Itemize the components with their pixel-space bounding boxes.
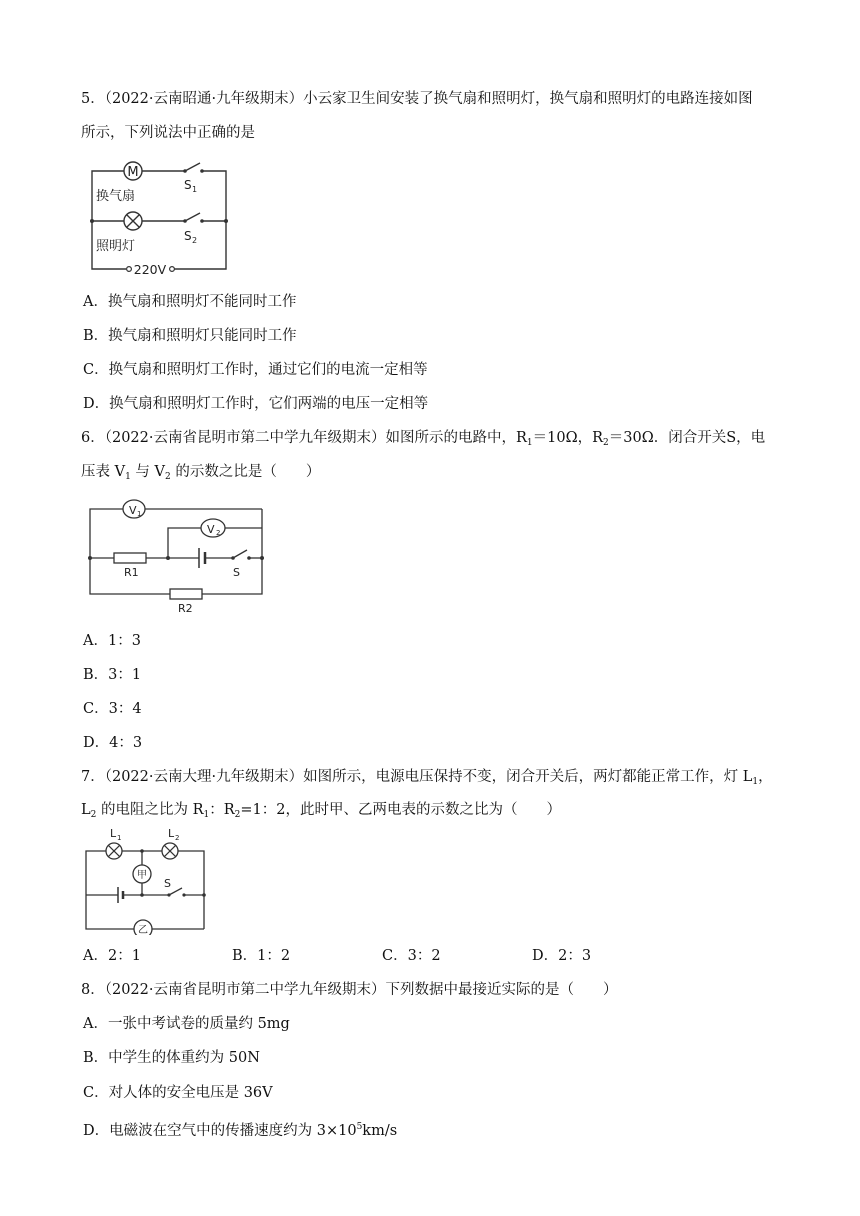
supply-voltage-label: 220V — [133, 262, 167, 277]
q8-option-a: A．一张中考试卷的质量约 5mg — [83, 1016, 290, 1032]
q7-option-d: D．2：3 — [532, 948, 592, 964]
svg-text:S: S — [184, 229, 192, 243]
svg-text:S: S — [184, 178, 192, 192]
r1-label: R1 — [124, 566, 139, 579]
q6-option-c: C．3：4 — [83, 701, 142, 717]
q7-stem-line2: $L_2$ 的电阻之比为 $R_1$：$R_2=1$：2，此时甲、乙两电表的示数之比为（ ） — [81, 802, 562, 820]
q7-stem-line1: 7．（2022·云南大理·九年级期末）如图所示，电源电压保持不变，闭合开关后，两灯都能正常工作，灯 $L_1$， — [81, 769, 773, 787]
q7-circuit-figure — [82, 823, 212, 935]
q5-option-a: A．换气扇和照明灯不能同时工作 — [83, 294, 297, 310]
q5-stem-line1: 5．（2022·云南昭通·九年级期末）小云家卫生间安装了换气扇和照明灯，换气扇和照明灯的电路连接如图 — [81, 91, 753, 107]
svg-text:1: 1 — [137, 510, 142, 518]
q5-option-d: D．换气扇和照明灯工作时，它们两端的电压一定相等 — [83, 396, 429, 412]
lamp-l1 — [106, 843, 122, 859]
q7-option-a: A．2：1 — [83, 948, 141, 964]
svg-text:2: 2 — [175, 834, 180, 842]
voltmeter-v1 — [123, 500, 145, 518]
l1-label: L — [110, 827, 117, 840]
switch-s1 — [183, 163, 204, 194]
svg-text:V: V — [129, 504, 137, 517]
q6-option-a: A．1：3 — [83, 633, 141, 649]
switch-s2 — [183, 213, 204, 245]
lamp-symbol — [124, 212, 142, 230]
q5-option-c: C．换气扇和照明灯工作时，通过它们的电流一定相等 — [83, 362, 428, 378]
lamp-label: 照明灯 — [96, 239, 136, 254]
r2-label: R2 — [178, 602, 193, 615]
q5-option-b: B．换气扇和照明灯只能同时工作 — [83, 328, 297, 344]
motor-symbol — [124, 162, 142, 180]
q6-stem-line2: 压表 $V_1$ 与 $V_2$ 的示数之比是（ ） — [81, 464, 321, 482]
q5-stem-line2: 所示，下列说法中正确的是 — [81, 125, 255, 141]
q6-option-d: D．4：3 — [83, 735, 143, 751]
meter-b — [134, 920, 152, 935]
q7-options-row — [83, 946, 591, 966]
voltmeter-v2 — [201, 519, 225, 537]
svg-text:V: V — [207, 523, 215, 536]
q7-option-b: B．1：2 — [232, 948, 291, 964]
meter-a — [133, 865, 151, 883]
l2-label: L — [168, 827, 175, 840]
q6-circuit-figure — [84, 494, 274, 618]
fan-label: 换气扇 — [96, 189, 136, 204]
q8-option-d: D．电磁波在空气中的传播速度约为 $3\times 10^5km/s$ — [83, 1122, 398, 1139]
svg-text:甲: 甲 — [137, 870, 147, 881]
switch-s-label-q7: S — [164, 877, 171, 890]
q8-stem: 8．（2022·云南省昆明市第二中学九年级期末）下列数据中最接近实际的是（ ） — [81, 982, 618, 998]
switch-s-label: S — [233, 566, 240, 579]
q8-option-b: B．中学生的体重约为 50N — [83, 1050, 260, 1066]
q6-stem-line1: 6．（2022·云南省昆明市第二中学九年级期末）如图所示的电路中，$R_1=10\Omega$，$R_2=30\Omega$．闭合开关S，电 — [81, 430, 766, 448]
svg-text:M: M — [127, 165, 139, 180]
svg-text:2: 2 — [192, 236, 198, 245]
svg-text:乙: 乙 — [138, 925, 148, 935]
q6-option-b: B．3：1 — [83, 667, 142, 683]
svg-text:2: 2 — [216, 529, 221, 537]
lamp-l2 — [162, 843, 178, 859]
q7-option-c: C．3：2 — [382, 948, 441, 964]
svg-text:1: 1 — [117, 834, 122, 842]
q8-option-c: C．对人体的安全电压是 36V — [83, 1085, 273, 1101]
q5-circuit-figure — [86, 155, 236, 277]
svg-text:1: 1 — [192, 185, 198, 194]
